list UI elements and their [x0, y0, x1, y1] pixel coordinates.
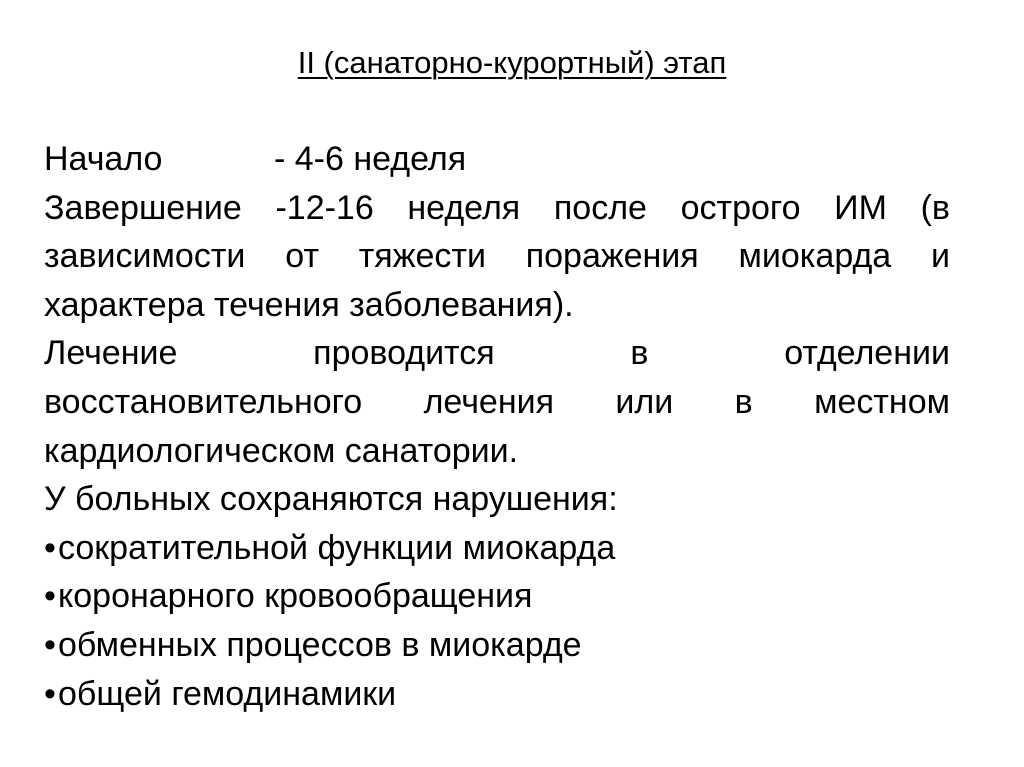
bullet-item: [44, 621, 950, 670]
start-label: Начало: [44, 140, 163, 178]
treatment-line-2: [44, 378, 950, 427]
bullet-item: [44, 572, 950, 621]
bullet-text: коронарного кровообращения: [58, 577, 533, 616]
word: лечения: [423, 382, 555, 421]
treatment-line-3: кардиологическом санатории.: [44, 431, 519, 470]
bullet-icon: •: [44, 528, 56, 567]
word: (в: [920, 188, 950, 227]
start-line: [44, 135, 950, 184]
word: в: [734, 382, 753, 421]
bullet-item: [44, 524, 950, 573]
word: Завершение: [44, 188, 242, 227]
bullet-item: [44, 670, 950, 719]
word: и: [931, 237, 950, 276]
word: -12-16: [275, 188, 374, 227]
start-value: - 4-6 неделя: [274, 140, 467, 178]
word: отделении: [784, 334, 950, 373]
bullet-text: сократительной функции миокарда: [58, 528, 616, 567]
word: проводится: [313, 334, 495, 373]
word: после: [553, 188, 647, 227]
word: тяжести: [358, 237, 486, 276]
word: в: [630, 334, 649, 373]
bullet-text: обменных процессов в миокарде: [58, 625, 582, 664]
disorders-intro: У больных сохраняются нарушения:: [44, 480, 618, 519]
end-line-2: [44, 232, 950, 281]
word: поражения: [525, 237, 699, 276]
slide-body: [44, 135, 950, 718]
word: неделя: [407, 188, 521, 227]
word: восстановительного: [44, 382, 363, 421]
word: зависимости: [44, 237, 246, 276]
word: ИМ: [834, 188, 887, 227]
word: или: [615, 382, 674, 421]
bullet-text: общей гемодинамики: [58, 674, 397, 713]
word: от: [285, 237, 319, 276]
slide-title: II (санаторно-курортный) этап: [297, 45, 727, 80]
bullet-icon: •: [44, 625, 56, 664]
word: миокарда: [738, 237, 892, 276]
word: местном: [814, 382, 950, 421]
end-line-3: характера течения заболевания).: [44, 285, 574, 324]
treatment-line-1: [44, 329, 950, 378]
end-line-1: [44, 184, 950, 233]
word: острого: [680, 188, 801, 227]
bullet-icon: •: [44, 674, 56, 713]
word: Лечение: [44, 334, 178, 373]
bullet-icon: •: [44, 577, 56, 616]
